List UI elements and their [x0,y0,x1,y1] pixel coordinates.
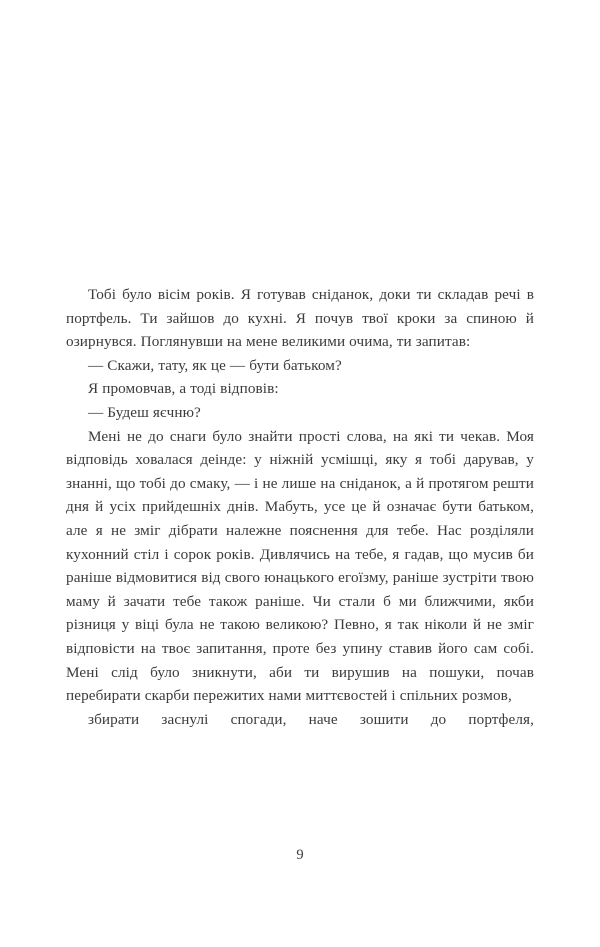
dialogue-line-reply: — Будеш яєчню? [88,403,201,421]
dialogue-line-question: — Скажи, тату, як це — бути батьком? [88,356,342,374]
paragraph-continuation: збирати заснулі спогади, наче зошити до портфеля, [88,710,534,728]
paragraph-opening: Тобі було вісім років. Я готував сніданок, доки ти складав речі в портфель. Ти зайшов до кухні. Я почув твої кроки за спиною й озирнувся. Поглянувши на мене великими очима, ти запитав: [66,286,534,351]
narrative-line-pause: Я промовчав, а тоді відповів: [88,380,279,398]
page-number: 9 [296,847,304,863]
paragraph-reflection: Мені не до снаги було знайти прості слова, на які ти чекав. Моя відповідь ховалася деінде: у ніжній усмішці, яку я тобі дарував, у знанні, що тобі до смаку, — і не лише на сніданок, а й протягом решти дня й усіх прийдешніх днів. Мабуть, усе це й означає бути батьком, але я не зміг дібрати належне пояснення для тебе. Нас розділяли кухонний стіл і сорок років. Дивлячись на тебе, я гадав, що мусив би раніше відмовитися від свого юнацького егоїзму, раніше зустріти твою маму й зачати тебе також раніше. Чи стали б ми ближчими, якби різниця у віці була не такою великою? Певно, я так ніколи й не зміг відповісти на твоє запитання, проте без упину ставив його сам собі. Мені слід було зникнути, аби ти вирушив на пошуки, почав перебирати скарби пережитих нами миттєвостей і спільних розмов, [66,427,534,705]
body-text-block [66,283,534,755]
